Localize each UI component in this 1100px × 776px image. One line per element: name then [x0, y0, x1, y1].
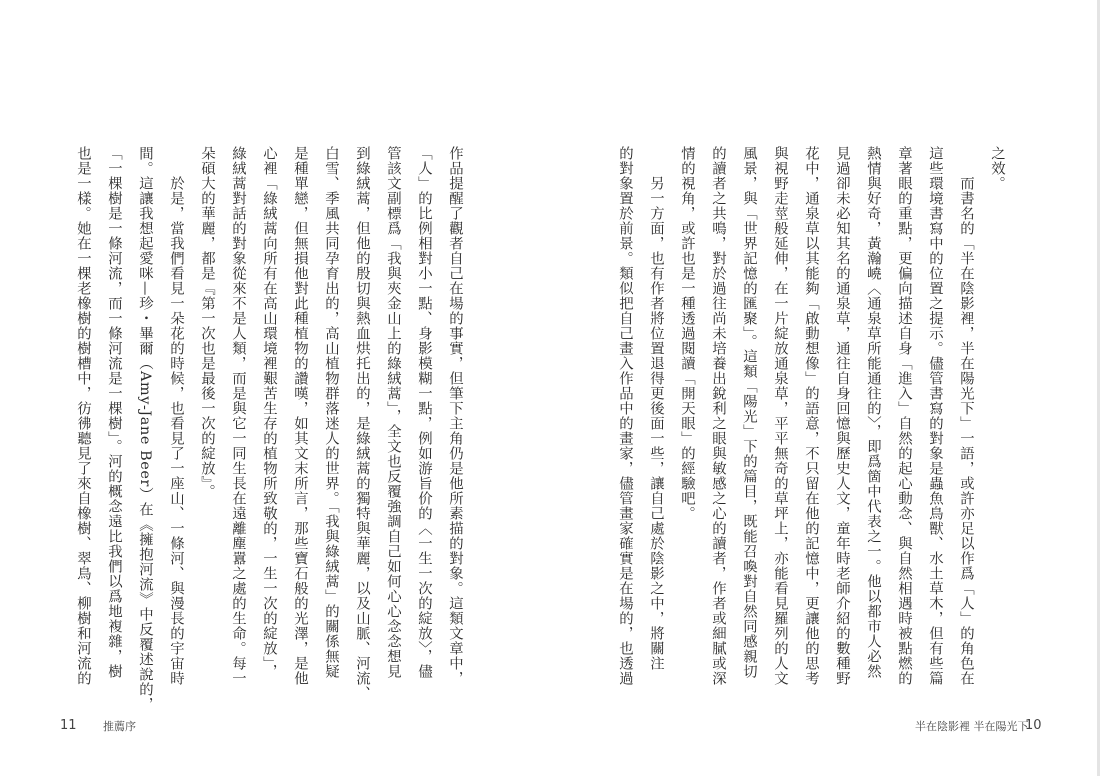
text-column: 間。這讓我想起愛咪—珍・畢爾（Amy-Jane Beer）在《擁抱河流》中反覆述說的， — [137, 146, 153, 713]
text-column: 作品提醒了觀者自己在場的事實，但筆下主角仍是他所素描的對象。這類文章中， — [447, 146, 463, 686]
text-column: 管該文副標爲「我與夾金山上的綠絨蒿」，全文也反覆強調自己如何心心念念想見 — [385, 146, 401, 679]
text-column: 章著眼的重點，更偏向描述自身「進入」自然的起心動念、與自然相遇時被點燃的 — [896, 146, 912, 686]
left-running-head: 推薦序 — [103, 720, 136, 733]
text-column: 心裡「綠絨蒿向所有在高山環境裡艱苦生存的植物所致敬的，一生一次的綻放」， — [261, 146, 277, 679]
text-column: 熱情與好奇，黃瀚嶢〈通泉草所能通往的〉，即爲箇中代表之一。他以都市人必然 — [865, 146, 881, 679]
text-column: 見過卻未必知其名的通泉草，通往自身回憶與歷史人文，童年時老師介紹的數種野 — [834, 146, 850, 686]
text-column: 的對象置於前景。類似把自己畫入作品中的畫家，儘管畫家確實是在場的，也透過 — [617, 146, 633, 686]
text-column: 這些環境書寫中的位置之提示。儘管書寫的對象是蟲魚鳥獸、水土草木，但有些篇 — [927, 146, 943, 686]
left-page-number: 11 — [60, 718, 77, 733]
right-page-body-text — [609, 146, 1012, 694]
text-column: 也是一樣。她在一棵老橡樹的樹槽中，彷彿聽見了來自橡樹、翠鳥、柳樹和河流的 — [75, 146, 91, 686]
text-column: 情的視角，或許也是一種透過閱讀「開天眼」的經驗吧。 — [679, 146, 695, 521]
right-page-number: 10 — [1025, 718, 1042, 733]
text-column: 「一棵樹是一條河流，而一條河流是一棵樹」。河的概念遠比我們以爲地複雜，樹 — [106, 146, 122, 679]
text-column: 綠絨蒿對話的對象從來不是人類，而是與它一同生長在遠離塵囂之處的生命。每一 — [230, 146, 246, 686]
text-column: 與視野走莖般延伸，在一片綻放通泉草，平平無奇的草坪上，亦能看見羅列的人文 — [772, 146, 788, 686]
text-column: 「人」的比例相對小一點、身影模糊一點，例如游旨价的〈一生一次的綻放〉，儘 — [416, 146, 432, 679]
text-column: 朵碩大的華麗，都是『第一次也是最後一次的綻放』。 — [199, 146, 215, 499]
text-column: 花中，通泉草以其能夠「啟動想像」的語意，不只留在他的記憶中，更讓他的思考 — [803, 146, 819, 686]
text-column: 風景，與「世界記憶的匯聚」。這類「陽光」下的篇目，既能召喚對自然同感親切 — [741, 146, 757, 679]
text-column: 之效。 — [989, 146, 1005, 191]
text-column: 的讀者之共鳴，對於過往尚未培養出銳利之眼與敏感之心的讀者，作者或細膩或深 — [710, 146, 726, 686]
right-page — [550, 0, 1100, 776]
text-column: 另一方面，也有作者將位置退得更後面一些，讓自己處於陰影之中，將關注 — [648, 176, 664, 671]
text-column: 而書名的「半在陰影裡，半在陽光下」一語，或許亦足以作爲「人」的角色在 — [958, 176, 974, 686]
right-running-head: 半在陰影裡 半在陽光下 — [915, 720, 1029, 733]
text-column: 是種單戀，但無損他對此種植物的讚嘆，如其文末所言，那些寶石般的光澤，是他 — [292, 146, 308, 686]
text-column: 白雪、季風共同孕育出的，高山植物群落迷人的世界。「我與綠絨蒿」的關係無疑 — [323, 146, 339, 679]
left-page-body-text — [67, 146, 470, 713]
text-column: 於是，當我們看見一朵花的時候，也看見了一座山、一條河、與漫長的宇宙時 — [168, 176, 184, 686]
text-column: 到綠絨蒿，但他的殷切與熱血烘托出的，是綠絨蒿的獨特與華麗，以及山脈、河流、 — [354, 146, 370, 701]
